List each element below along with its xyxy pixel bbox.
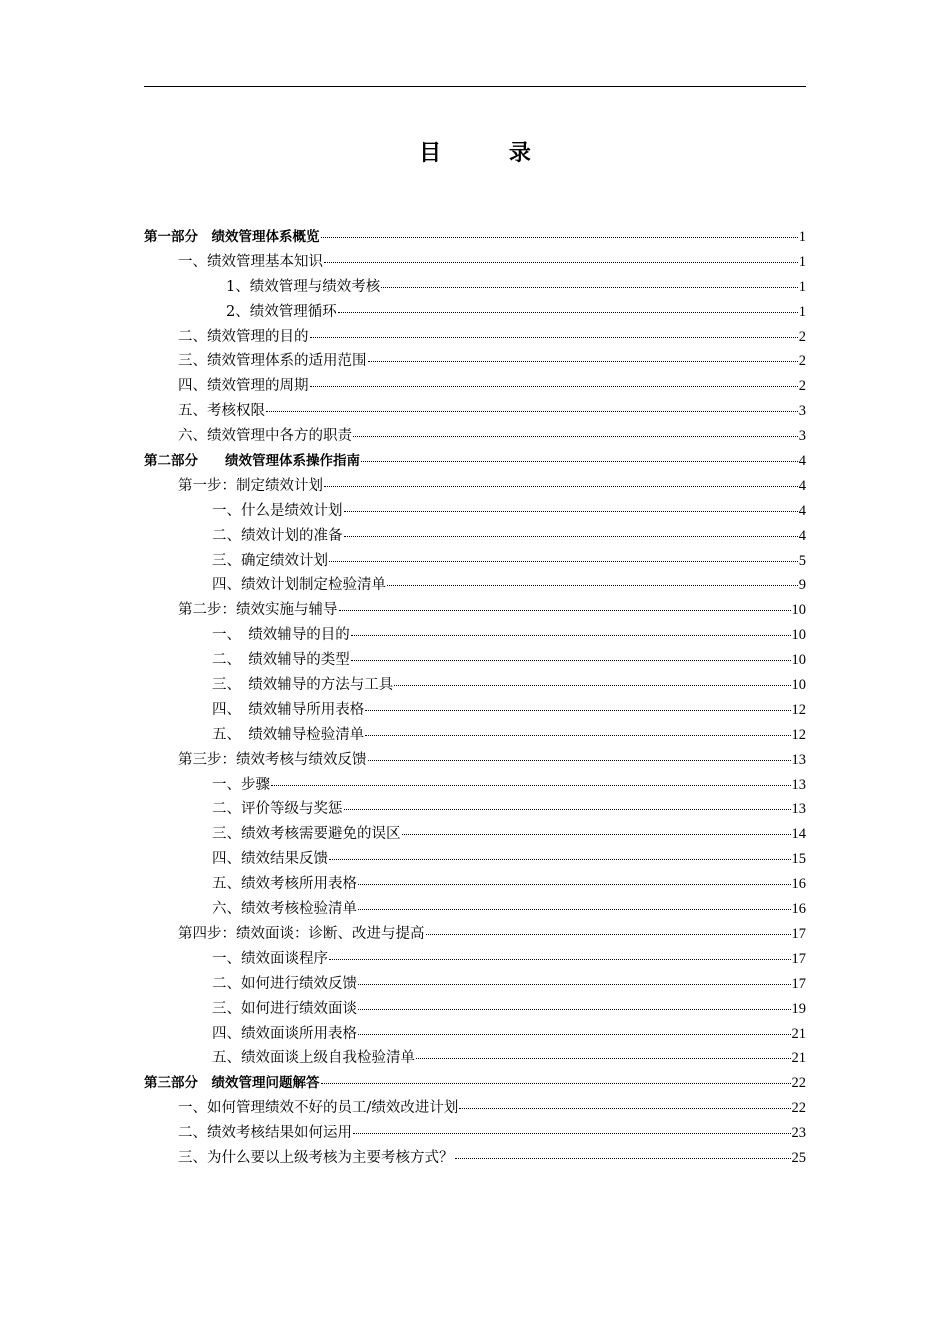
toc-entry[interactable]	[144, 972, 806, 997]
toc-entry[interactable]	[144, 1046, 806, 1071]
toc-entry-label: 二、 绩效辅导的类型	[212, 652, 350, 669]
toc-dot-leader	[365, 735, 790, 736]
toc-entry[interactable]	[144, 1022, 806, 1047]
toc-entry-label: 三、确定绩效计划	[212, 552, 328, 569]
toc-dot-leader	[344, 536, 798, 537]
toc-page-number: 9	[798, 577, 806, 594]
toc-dot-leader	[387, 585, 798, 586]
toc-page-number: 2	[798, 353, 806, 370]
toc-page-number: 10	[791, 677, 806, 694]
toc-entry-label: 二、绩效管理的目的	[178, 328, 309, 345]
toc-entry[interactable]	[144, 748, 806, 773]
toc-dot-leader	[358, 1034, 791, 1035]
table-of-contents	[144, 225, 806, 1171]
toc-entry[interactable]	[144, 822, 806, 847]
toc-entry-label: 五、 绩效辅导检验清单	[212, 726, 365, 743]
toc-page-number: 1	[798, 303, 806, 320]
toc-page-number: 17	[791, 925, 806, 942]
toc-dot-leader	[310, 337, 798, 338]
toc-entry[interactable]	[144, 947, 806, 972]
toc-entry-label: 二、如何进行绩效反馈	[212, 975, 357, 992]
toc-page-number: 4	[798, 502, 806, 519]
toc-dot-leader	[402, 834, 791, 835]
page-title: 目 录	[419, 141, 561, 166]
toc-dot-leader	[266, 411, 798, 412]
toc-entry[interactable]	[144, 1096, 806, 1121]
toc-page-number: 22	[791, 1075, 806, 1092]
toc-page-number: 1	[798, 253, 806, 270]
toc-page-number: 3	[798, 428, 806, 445]
toc-entry-label: 1、绩效管理与绩效考核	[226, 278, 381, 295]
toc-dot-leader	[368, 760, 791, 761]
toc-dot-leader	[426, 934, 791, 935]
toc-dot-leader	[368, 361, 798, 362]
toc-dot-leader	[329, 561, 798, 562]
toc-page-number: 17	[791, 975, 806, 992]
toc-entry[interactable]	[144, 300, 806, 325]
toc-entry-label: 一、步骤	[212, 776, 270, 793]
toc-page-number: 4	[798, 477, 806, 494]
toc-entry[interactable]	[144, 922, 806, 947]
toc-dot-leader	[321, 237, 798, 238]
toc-entry[interactable]	[144, 275, 806, 300]
toc-entry-label: 四、绩效管理的周期	[178, 378, 309, 395]
toc-page-number: 10	[791, 652, 806, 669]
toc-entry-label: 一、绩效面谈程序	[212, 950, 328, 967]
toc-entry[interactable]	[144, 997, 806, 1022]
toc-dot-leader	[271, 785, 791, 786]
toc-page-number: 4	[798, 527, 806, 544]
toc-entry-label: 四、绩效面谈所用表格	[212, 1025, 357, 1042]
toc-entry-label: 四、绩效结果反馈	[212, 851, 328, 868]
toc-entry-label: 2、绩效管理循环	[226, 303, 337, 320]
toc-entry-label: 六、绩效管理中各方的职责	[178, 428, 352, 445]
toc-page-number: 13	[791, 776, 806, 793]
toc-page-number: 10	[791, 602, 806, 619]
toc-entry[interactable]	[144, 648, 806, 673]
toc-dot-leader	[358, 909, 791, 910]
toc-dot-leader	[353, 436, 798, 437]
toc-entry[interactable]	[144, 673, 806, 698]
toc-dot-leader	[338, 312, 798, 313]
toc-page-number: 16	[791, 876, 806, 893]
toc-entry-label: 第三步：绩效考核与绩效反馈	[178, 751, 367, 768]
toc-dot-leader	[344, 809, 791, 810]
toc-page-number: 12	[791, 726, 806, 743]
toc-dot-leader	[358, 1009, 791, 1010]
toc-entry[interactable]	[144, 723, 806, 748]
toc-entry[interactable]	[144, 797, 806, 822]
toc-entry[interactable]	[144, 225, 806, 250]
toc-page-number: 25	[791, 1149, 806, 1166]
toc-entry[interactable]	[144, 399, 806, 424]
toc-entry[interactable]	[144, 349, 806, 374]
toc-entry-label: 三、如何进行绩效面谈	[212, 1000, 357, 1017]
toc-page-number: 10	[791, 627, 806, 644]
toc-entry[interactable]	[144, 449, 806, 474]
toc-entry-label: 五、考核权限	[178, 403, 265, 420]
toc-entry[interactable]	[144, 698, 806, 723]
toc-dot-leader	[358, 984, 791, 985]
toc-entry-label: 三、 绩效辅导的方法与工具	[212, 677, 394, 694]
toc-entry-label: 一、什么是绩效计划	[212, 502, 343, 519]
toc-entry[interactable]	[144, 1071, 806, 1096]
toc-page-number: 14	[791, 826, 806, 843]
toc-entry-label: 第四步：绩效面谈：诊断、改进与提高	[178, 925, 425, 942]
toc-page-number: 21	[791, 1050, 806, 1067]
toc-entry-label: 五、绩效考核所用表格	[212, 876, 357, 893]
toc-dot-leader	[459, 1108, 790, 1109]
toc-entry-label: 五、绩效面谈上级自我检验清单	[212, 1050, 415, 1067]
toc-entry[interactable]	[144, 773, 806, 798]
toc-page-number: 12	[791, 701, 806, 718]
toc-dot-leader	[351, 660, 791, 661]
toc-entry[interactable]	[144, 549, 806, 574]
toc-entry[interactable]	[144, 250, 806, 275]
toc-page-number: 4	[798, 453, 806, 470]
toc-entry-label: 二、评价等级与奖惩	[212, 801, 343, 818]
toc-page-number: 16	[791, 901, 806, 918]
toc-page-number: 2	[798, 328, 806, 345]
toc-dot-leader	[344, 511, 798, 512]
toc-dot-leader	[358, 884, 791, 885]
toc-page-number: 17	[791, 950, 806, 967]
toc-dot-leader	[324, 486, 798, 487]
toc-entry[interactable]	[144, 524, 806, 549]
toc-entry-label: 三、绩效管理体系的适用范围	[178, 353, 367, 370]
toc-entry[interactable]	[144, 325, 806, 350]
header-rule	[144, 86, 806, 87]
toc-dot-leader	[365, 710, 790, 711]
toc-dot-leader	[455, 1158, 791, 1159]
toc-entry-label: 二、绩效考核结果如何运用	[178, 1125, 352, 1142]
toc-entry-label: 一、 绩效辅导的目的	[212, 627, 350, 644]
toc-entry-label: 三、为什么要以上级考核为主要考核方式？	[178, 1149, 454, 1166]
toc-dot-leader	[329, 959, 791, 960]
toc-page-number: 1	[798, 278, 806, 295]
toc-entry-label: 一、绩效管理基本知识	[178, 253, 323, 270]
toc-dot-leader	[351, 635, 791, 636]
toc-page-number: 13	[791, 801, 806, 818]
toc-dot-leader	[353, 1133, 791, 1134]
toc-entry-label: 第一部分 绩效管理体系概览	[144, 229, 320, 245]
toc-entry[interactable]	[144, 623, 806, 648]
toc-dot-leader	[329, 859, 791, 860]
toc-entry-label: 第二步：绩效实施与辅导	[178, 602, 338, 619]
toc-entry[interactable]	[144, 598, 806, 623]
toc-page-number: 13	[791, 751, 806, 768]
toc-entry-label: 第三部分 绩效管理问题解答	[144, 1075, 320, 1092]
toc-entry[interactable]	[144, 897, 806, 922]
toc-entry[interactable]	[144, 847, 806, 872]
toc-entry[interactable]	[144, 872, 806, 897]
toc-entry[interactable]	[144, 374, 806, 399]
toc-entry-label: 一、如何管理绩效不好的员工/绩效改进计划	[178, 1100, 459, 1117]
toc-dot-leader	[310, 386, 798, 387]
toc-dot-leader	[394, 685, 790, 686]
toc-entry-label: 第一步：制定绩效计划	[178, 477, 323, 494]
toc-entry-label: 二、绩效计划的准备	[212, 527, 343, 544]
toc-page-number: 15	[791, 851, 806, 868]
toc-entry-label: 三、绩效考核需要避免的误区	[212, 826, 401, 843]
toc-dot-leader	[339, 610, 791, 611]
toc-page-number: 5	[798, 552, 806, 569]
toc-entry[interactable]	[144, 424, 806, 449]
toc-page-number: 21	[791, 1025, 806, 1042]
toc-dot-leader	[361, 461, 798, 462]
toc-page-number: 1	[798, 229, 806, 245]
toc-page-number: 3	[798, 403, 806, 420]
toc-dot-leader	[381, 287, 798, 288]
toc-page-number: 23	[791, 1125, 806, 1142]
toc-page-number: 2	[798, 378, 806, 395]
toc-entry[interactable]	[144, 1146, 806, 1171]
toc-entry-label: 四、绩效计划制定检验清单	[212, 577, 386, 594]
toc-entry-label: 第二部分 绩效管理体系操作指南	[144, 453, 360, 470]
toc-entry[interactable]	[144, 474, 806, 499]
toc-entry-label: 四、 绩效辅导所用表格	[212, 701, 365, 718]
toc-page-number: 19	[791, 1000, 806, 1017]
toc-page-number: 22	[791, 1100, 806, 1117]
toc-entry[interactable]	[144, 573, 806, 598]
toc-entry[interactable]	[144, 1121, 806, 1146]
toc-dot-leader	[416, 1058, 791, 1059]
toc-dot-leader	[324, 262, 798, 263]
toc-entry-label: 六、绩效考核检验清单	[212, 901, 357, 918]
toc-entry[interactable]	[144, 499, 806, 524]
toc-dot-leader	[321, 1083, 791, 1084]
